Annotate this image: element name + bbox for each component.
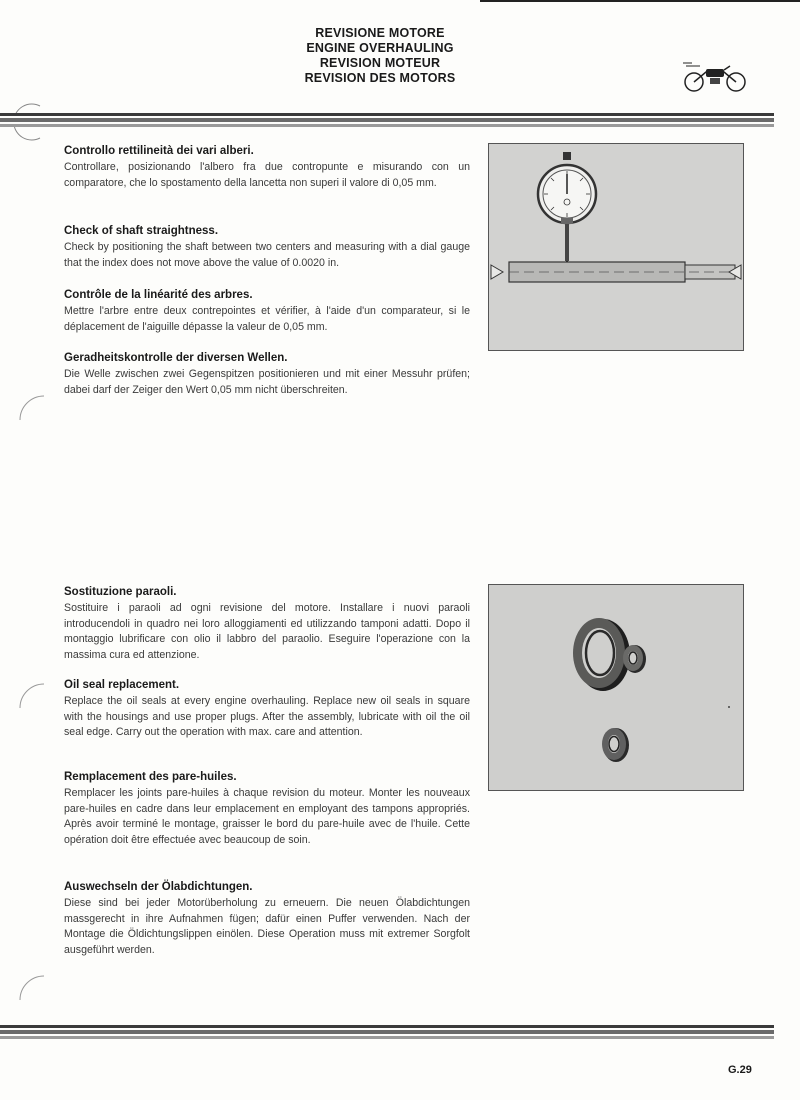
motorcycle-icon	[680, 58, 748, 94]
margin-arc-mark	[18, 974, 46, 1002]
section-body: Die Welle zwischen zwei Gegenspitzen positionieren und mit einer Messuhr prüfen; dabei darf der Zeiger den Wert 0,05 mm nicht überschreiten.	[64, 368, 470, 396]
section-shaft-check-fr	[64, 289, 470, 335]
section-shaft-check-it	[64, 145, 470, 191]
section-shaft-check-de	[64, 352, 470, 398]
top-edge-line	[480, 0, 800, 2]
section-title: Oil seal replacement.	[64, 679, 180, 691]
section-title: Controllo rettilineità dei vari alberi.	[64, 145, 254, 157]
section-body: Replace the oil seals at every engine overhauling. Replace new oil seals in square with the housings and use proper plugs. After the assembly, lubricate with oil the oil seal edge. Carry out the operation with max. care and attention.	[64, 695, 470, 738]
section-oil-seal-en	[64, 679, 470, 741]
section-title: Contrôle de la linéarité des arbres.	[64, 289, 253, 301]
figure-dial-gauge	[488, 143, 744, 351]
page-header	[230, 26, 530, 86]
margin-arc-mark	[18, 394, 46, 422]
page-number: G.29	[728, 1064, 752, 1076]
header-line-fr: REVISION MOTEUR	[319, 56, 441, 70]
section-body: Remplacer les joints pare-huiles à chaque revision du moteur. Monter les nouveaux pare-huiles en cadre dans leur emplacement en employant des tampons appropriés. Après avoir terminé le montage, graisser le bord du pare-huile avec de l'huile. Cette opération doit être effectuée avec beaucoup de soin.	[64, 787, 470, 846]
section-oil-seal-de	[64, 881, 470, 958]
header-line-en: ENGINE OVERHAULING	[306, 41, 454, 55]
section-title: Sostituzione paraoli.	[64, 586, 177, 598]
header-line-de: REVISION DES MOTORS	[304, 71, 456, 85]
section-body: Sostituire i paraoli ad ogni revisione del motore. Installare i nuovi paraoli introducendoli in quadro nei loro alloggiamenti ed utilizzando tamponi adatti. Dopo il montaggio lubrificare con olio il labbro del paraolio. Eseguire l'operazione con la massima cura ed attenzione.	[64, 602, 470, 661]
dial-gauge-icon	[489, 144, 743, 350]
section-oil-seal-fr	[64, 771, 470, 848]
margin-arc-mark	[18, 682, 46, 710]
section-title: Geradheitskontrolle der diversen Wellen.	[64, 352, 288, 364]
bottom-divider-band	[0, 1025, 774, 1039]
section-body: Diese sind bei jeder Motorüberholung zu erneuern. Die neuen Ölabdichtungen massgerecht in ihre Aufnahmen fügen; dafür einen Puffer verwenden. Nach der Montage die Öldichtungslippen einölen. Diese Operation muss mit extremer Sorgfolt ausgeführt werden.	[64, 897, 470, 956]
section-title: Remplacement des pare-huiles.	[64, 771, 237, 783]
header-line-it: REVISIONE MOTORE	[315, 26, 445, 40]
section-body: Mettre l'arbre entre deux contrepointes et vérifier, à l'aide d'un comparateur, si le déplacement de l'aiguille dépasse la valeur de 0,05 mm.	[64, 305, 470, 333]
section-shaft-check-en	[64, 225, 470, 271]
section-body: Check by positioning the shaft between two centers and measuring with a dial gauge that the index does not move above the value of 0.0020 in.	[64, 241, 470, 269]
section-body: Controllare, posizionando l'albero fra due contropunte e misurando con un comparatore, che lo spostamento della lancetta non superi il valore di 0,05 mm.	[64, 161, 470, 189]
figure-oil-seals	[488, 584, 744, 791]
oil-seal-icon	[489, 585, 743, 790]
section-title: Check of shaft straightness.	[64, 225, 219, 237]
section-oil-seal-it	[64, 586, 470, 663]
section-title: Auswechseln der Ölabdichtungen.	[64, 881, 253, 893]
top-divider-band	[0, 113, 774, 127]
